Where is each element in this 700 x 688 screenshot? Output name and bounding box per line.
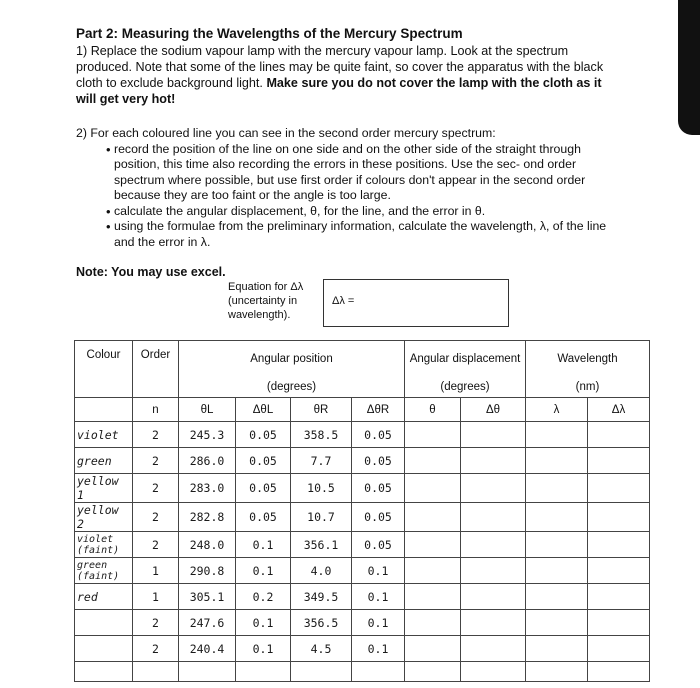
bullet-item: • calculate the angular displacement, θ, for the line, and the error in θ. [106,203,486,219]
colour-cell[interactable]: red [75,584,133,610]
dlambda-cell[interactable] [588,610,650,636]
theta-l-cell[interactable]: 247.6 [179,610,236,636]
theta-l-cell[interactable]: 290.8 [179,558,236,584]
dtheta-cell[interactable] [461,636,526,662]
dtheta-cell[interactable] [461,610,526,636]
header-row [75,341,650,378]
order-header: Order [133,341,179,398]
theta-l-cell[interactable]: 245.3 [179,422,236,448]
theta-cell[interactable] [405,532,461,558]
dtheta-l-cell[interactable]: 0.1 [236,558,291,584]
theta-r-cell[interactable]: 10.7 [291,503,352,532]
theta-r-cell[interactable]: 349.5 [291,584,352,610]
dlambda-cell[interactable] [588,422,650,448]
bullet-item: • record the position of the line on one side and on the other side of the straight through position, this time also recording the errors in these positions. Use the sec- ond order spectrum where possible, but use first order if colours don't appear in the second order because they are too faint or the angle is too large. [106,141,586,202]
colour-cell[interactable]: violet [75,422,133,448]
dlambda-cell[interactable] [588,448,650,474]
theta-l-cell[interactable]: 248.0 [179,532,236,558]
colour-cell[interactable] [75,636,133,662]
symbol-row [75,398,650,422]
dtheta-cell[interactable] [461,474,526,503]
dtheta-cell[interactable] [461,503,526,532]
theta-r-cell[interactable]: 356.5 [291,610,352,636]
lambda-cell[interactable] [526,636,588,662]
theta-r-cell[interactable]: 4.5 [291,636,352,662]
excel-note: Note: You may use excel. [76,265,226,279]
theta-l-cell[interactable]: 283.0 [179,474,236,503]
dtheta-l-cell[interactable]: 0.05 [236,503,291,532]
blank-cell [75,398,133,422]
dtheta-l-cell[interactable]: 0.05 [236,448,291,474]
instruction-1 [76,43,616,107]
dtheta-l-cell[interactable]: 0.1 [236,636,291,662]
colour-cell[interactable]: yellow 2 [75,503,133,532]
colour-cell[interactable]: green [75,448,133,474]
theta-r-cell[interactable]: 7.7 [291,448,352,474]
order-cell[interactable]: 2 [133,422,179,448]
symbol-dtheta-r: ΔθR [352,398,405,422]
table-row [75,636,650,662]
dlambda-cell[interactable] [588,532,650,558]
bullet-icon: • [106,219,111,234]
dtheta-cell[interactable] [461,584,526,610]
table-row [75,610,650,636]
position-units: (degrees) [179,378,405,398]
dlambda-cell[interactable] [588,636,650,662]
order-cell[interactable]: 2 [133,503,179,532]
order-cell[interactable] [133,662,179,682]
table-row [75,448,650,474]
lambda-cell[interactable] [526,532,588,558]
table-row [75,558,650,584]
theta-cell[interactable] [405,558,461,584]
dtheta-r-cell[interactable] [352,662,405,682]
equation-box-text: Δλ = [332,295,355,307]
theta-cell[interactable] [405,662,461,682]
theta-cell[interactable] [405,474,461,503]
colour-cell[interactable]: green (faint) [75,558,133,584]
order-cell[interactable]: 2 [133,610,179,636]
lambda-cell[interactable] [526,448,588,474]
angular-displacement-header: Angular displacement [405,341,526,378]
colour-cell[interactable] [75,662,133,682]
theta-cell[interactable] [405,503,461,532]
lambda-cell[interactable] [526,610,588,636]
theta-r-cell[interactable]: 10.5 [291,474,352,503]
symbol-dtheta: Δθ [461,398,526,422]
symbol-theta-l: θL [179,398,236,422]
instruction-2 [76,126,616,250]
theta-r-cell[interactable]: 356.1 [291,532,352,558]
dtheta-l-cell[interactable]: 0.05 [236,422,291,448]
colour-cell[interactable] [75,610,133,636]
symbol-dlambda: Δλ [588,398,650,422]
theta-l-cell[interactable] [179,662,236,682]
dtheta-r-cell[interactable]: 0.05 [352,448,405,474]
page-title: Part 2: Measuring the Wavelengths of the Mercury Spectrum [76,26,463,41]
dtheta-r-cell[interactable]: 0.05 [352,532,405,558]
theta-cell[interactable] [405,584,461,610]
table-row [75,422,650,448]
lambda-cell[interactable] [526,558,588,584]
table-row [75,503,650,532]
dtheta-l-cell[interactable] [236,662,291,682]
dtheta-r-cell[interactable]: 0.1 [352,610,405,636]
dlambda-cell[interactable] [588,558,650,584]
table-row [75,584,650,610]
dtheta-r-cell[interactable]: 0.05 [352,474,405,503]
theta-cell[interactable] [405,448,461,474]
dtheta-r-cell[interactable]: 0.1 [352,636,405,662]
wavelength-header: Wavelength [526,341,650,378]
theta-cell[interactable] [405,422,461,448]
dtheta-l-cell[interactable]: 0.2 [236,584,291,610]
symbol-n: n [133,398,179,422]
dark-edge-overlay [678,0,700,135]
table-row [75,532,650,558]
table-row [75,474,650,503]
order-cell[interactable]: 1 [133,584,179,610]
symbol-dtheta-l: ΔθL [236,398,291,422]
order-cell[interactable]: 2 [133,636,179,662]
dtheta-r-cell[interactable]: 0.1 [352,558,405,584]
bullet-item: • using the formulae from the preliminary information, calculate the wavelength, λ, of the line and the error in λ. [106,219,607,249]
dlambda-cell[interactable] [588,662,650,682]
order-cell[interactable]: 2 [133,474,179,503]
angular-position-header: Angular position [179,341,405,378]
bullet-icon: • [106,141,111,157]
dtheta-cell[interactable] [461,448,526,474]
theta-l-cell[interactable]: 305.1 [179,584,236,610]
equation-label: Equation for Δλ (uncertainty in wavelength). [228,281,304,321]
dlambda-cell[interactable] [588,474,650,503]
dtheta-l-cell[interactable]: 0.05 [236,474,291,503]
lambda-cell[interactable] [526,503,588,532]
order-cell[interactable]: 2 [133,532,179,558]
dtheta-r-cell[interactable]: 0.05 [352,422,405,448]
lambda-cell[interactable] [526,584,588,610]
displacement-units: (degrees) [405,378,526,398]
theta-l-cell[interactable]: 286.0 [179,448,236,474]
dlambda-cell[interactable] [588,584,650,610]
theta-r-cell[interactable]: 358.5 [291,422,352,448]
dtheta-cell[interactable] [461,532,526,558]
symbol-theta-r: θR [291,398,352,422]
theta-l-cell[interactable]: 282.8 [179,503,236,532]
dlambda-cell[interactable] [588,503,650,532]
theta-l-cell[interactable]: 240.4 [179,636,236,662]
colour-cell[interactable]: violet (faint) [75,532,133,558]
dtheta-cell[interactable] [461,662,526,682]
order-cell[interactable]: 1 [133,558,179,584]
lambda-cell[interactable] [526,662,588,682]
colour-cell[interactable]: yellow 1 [75,474,133,503]
lambda-cell[interactable] [526,422,588,448]
bullet-icon: • [106,203,111,219]
colour-header: Colour [75,341,133,398]
theta-r-cell[interactable] [291,662,352,682]
dtheta-r-cell[interactable]: 0.05 [352,503,405,532]
order-cell[interactable]: 2 [133,448,179,474]
dtheta-cell[interactable] [461,422,526,448]
dtheta-l-cell[interactable]: 0.1 [236,610,291,636]
theta-cell[interactable] [405,636,461,662]
table-row [75,662,650,682]
lambda-cell[interactable] [526,474,588,503]
measurement-table [74,340,650,682]
dtheta-l-cell[interactable]: 0.1 [236,532,291,558]
dtheta-cell[interactable] [461,558,526,584]
theta-cell[interactable] [405,610,461,636]
instruction-1-text: 1) Replace the sodium vapour lamp with the mercury vapour lamp. Look at the spectrum produced. Note that some of the lines may be quite faint, so cover the apparatus with the black cloth to exclude background light. [76,44,604,90]
symbol-lambda: λ [526,398,588,422]
wavelength-units: (nm) [526,378,650,398]
instruction-2-intro: 2) For each coloured line you can see in the second order mercury spectrum: [76,126,496,140]
dtheta-r-cell[interactable]: 0.1 [352,584,405,610]
theta-r-cell[interactable]: 4.0 [291,558,352,584]
symbol-theta: θ [405,398,461,422]
instruction-1-warning: Make sure you do not cover the lamp with the cloth as it will get very hot! [76,76,602,106]
equation-box[interactable] [323,279,509,327]
